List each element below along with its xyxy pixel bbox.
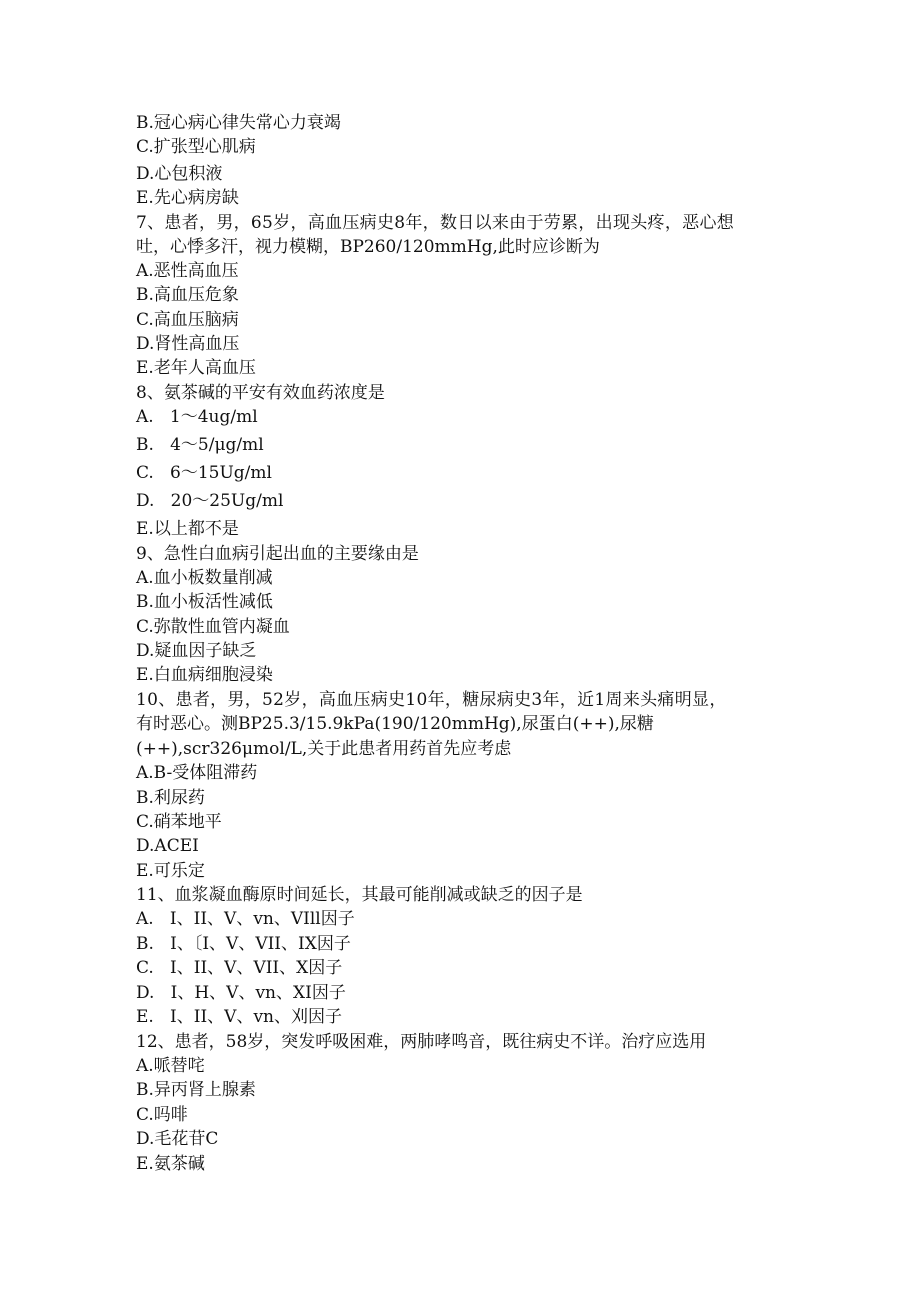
- option-line: C. I、II、V、VII、X因子: [136, 958, 343, 978]
- option-line: E.老年人高血压: [136, 358, 256, 378]
- question-line: 12、患者，58岁，突发呼吸困难，两肺哮鸣音，既往病史不详。治疗应选用: [136, 1032, 707, 1052]
- option-line: E. I、II、V、vn、刈因子: [136, 1007, 343, 1027]
- question-line: 11、血浆凝血酶原时间延长，其最可能削减或缺乏的因子是: [136, 885, 583, 905]
- question-line: 9、急性白血病引起出血的主要缘由是: [136, 544, 419, 564]
- option-line: A. 1～4ug∕ml: [136, 407, 258, 427]
- option-line: C.硝苯地平: [136, 812, 222, 832]
- option-line: D.心包积液: [136, 164, 223, 184]
- option-line: C. 6～15Ug/ml: [136, 463, 272, 483]
- option-line: E.氨茶碱: [136, 1154, 205, 1174]
- option-line: B.冠心病心律失常心力衰竭: [136, 113, 341, 133]
- option-line: A. I、II、V、vn、VIll因子: [136, 909, 355, 929]
- option-line: A.恶性高血压: [136, 261, 239, 281]
- question-line: 8、氨茶碱的平安有效血药浓度是: [136, 383, 385, 403]
- option-line: B. I、〔I、V、VII、IX因子: [136, 934, 351, 954]
- option-line: D.疑血因子缺乏: [136, 641, 257, 661]
- option-line: B.利尿药: [136, 788, 205, 808]
- option-line: E.白血病细胞浸染: [136, 665, 273, 685]
- option-line: B.血小板活性减低: [136, 592, 273, 612]
- option-line: D. I、H、V、vn、XI因子: [136, 983, 346, 1003]
- option-line: D.ACEI: [136, 836, 199, 856]
- option-line: C.扩张型心肌病: [136, 137, 256, 157]
- option-line: B.异丙肾上腺素: [136, 1080, 256, 1100]
- option-line: E.可乐定: [136, 861, 205, 881]
- option-line: A.哌替咤: [136, 1056, 205, 1076]
- option-line: D.毛花苷C: [136, 1129, 219, 1149]
- option-line: D.肾性高血压: [136, 334, 240, 354]
- option-line: A.血小板数量削减: [136, 568, 273, 588]
- option-line: B.高血压危象: [136, 285, 239, 305]
- option-line: E.先心病房缺: [136, 188, 239, 208]
- option-line: E.以上都不是: [136, 519, 239, 539]
- question-line: 7、患者，男，65岁，高血压病史8年，数日以来由于劳累，出现头疼，恶心想: [136, 213, 735, 233]
- question-line: (++),scr326μmol∕L,关于此患者用药首先应考虑: [136, 739, 512, 759]
- option-line: A.B-受体阻滞药: [136, 763, 258, 783]
- option-line: C.弥散性血管内凝血: [136, 617, 290, 637]
- question-line: 吐，心悸多汗，视力模糊，BP260/120mmHg,此时应诊断为: [136, 237, 600, 257]
- question-line: 10、患者，男，52岁，高血压病史10年，糖尿病史3年，近1周来头痛明显，: [136, 690, 727, 710]
- option-line: C.高血压脑病: [136, 310, 239, 330]
- question-line: 有时恶心。测BP25.3∕15.9kPa(190∕120mmHg),尿蛋白(++),尿糖: [136, 714, 654, 734]
- option-line: B. 4～5/μg/ml: [136, 435, 264, 455]
- option-line: D. 20～25Ug/ml: [136, 491, 284, 511]
- option-line: C.吗啡: [136, 1105, 188, 1125]
